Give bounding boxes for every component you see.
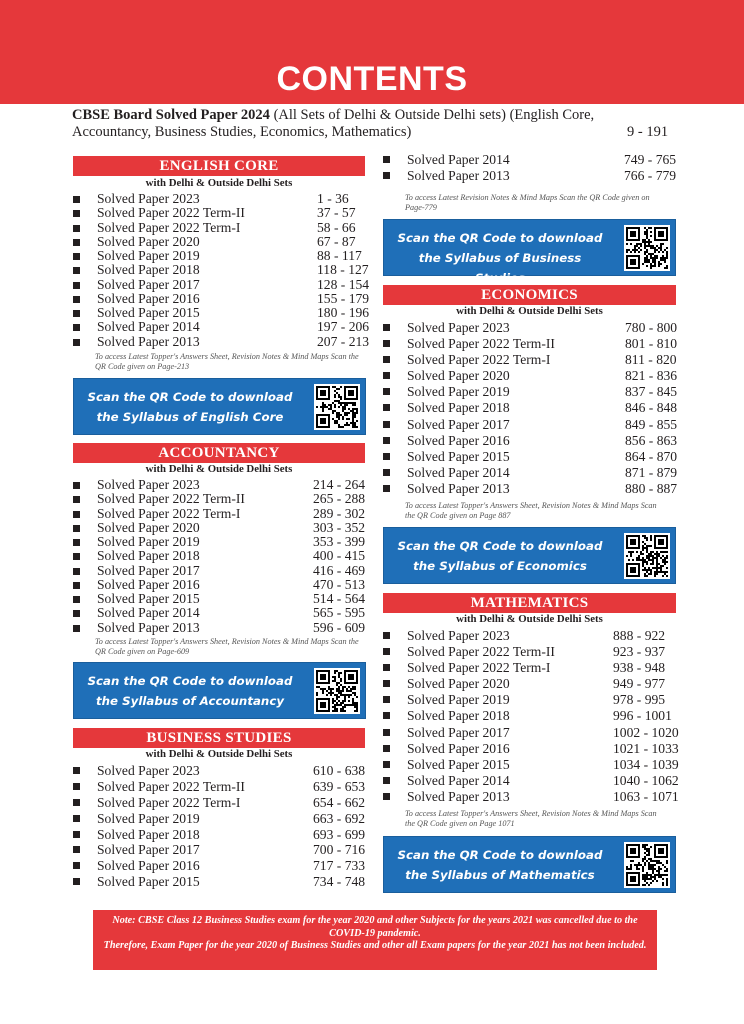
- contents-row: [73, 795, 368, 811]
- row-label: Solved Paper 2016: [97, 576, 200, 592]
- row-pages: 864 - 870: [625, 448, 678, 464]
- row-label: Solved Paper 2023: [407, 320, 510, 335]
- row-pages: 180 - 196: [317, 305, 370, 320]
- qr-code-icon: [624, 842, 670, 888]
- square-bullet-icon: [73, 610, 80, 617]
- row-label: Solved Paper 2013: [97, 333, 200, 349]
- square-bullet-icon: [383, 421, 390, 428]
- square-bullet-icon: [73, 282, 80, 289]
- row-pages: 1002 - 1020: [613, 724, 679, 740]
- english-list: [73, 192, 368, 349]
- row-label: Solved Paper 2013: [407, 480, 510, 496]
- business-list-continued: [383, 152, 678, 183]
- row-pages: 856 - 863: [625, 432, 678, 448]
- square-bullet-icon: [383, 485, 390, 492]
- row-label: Solved Paper 2015: [407, 448, 510, 464]
- contents-row: [383, 433, 678, 449]
- section-subtitle-economics: with Delhi & Outside Delhi Sets: [456, 305, 603, 317]
- square-bullet-icon: [73, 324, 80, 331]
- square-bullet-icon: [73, 296, 80, 303]
- contents-row: [73, 278, 368, 292]
- row-pages: 938 - 948: [613, 660, 666, 676]
- square-bullet-icon: [73, 511, 80, 518]
- square-bullet-icon: [73, 482, 80, 489]
- row-label: Solved Paper 2016: [97, 290, 200, 306]
- contents-row: [383, 481, 678, 497]
- row-pages: 353 - 399: [313, 534, 366, 549]
- contents-row: [73, 535, 368, 549]
- row-label: Solved Paper 2022 Term-II: [97, 205, 245, 221]
- row-pages: 37 - 57: [317, 205, 356, 221]
- square-bullet-icon: [383, 469, 390, 476]
- section-subtitle-accountancy: with Delhi & Outside Delhi Sets: [145, 463, 293, 475]
- contents-row: [73, 221, 368, 235]
- qr-code-icon: [624, 533, 670, 579]
- square-bullet-icon: [383, 437, 390, 444]
- row-label: Solved Paper 2020: [407, 368, 510, 384]
- contents-row: [383, 449, 678, 465]
- row-label: Solved Paper 2023: [97, 477, 200, 492]
- row-pages: 801 - 810: [625, 336, 678, 352]
- row-pages: 416 - 469: [313, 562, 366, 578]
- row-label: Solved Paper 2020: [97, 519, 200, 535]
- row-label: Solved Paper 2017: [97, 276, 200, 292]
- row-pages: 289 - 302: [313, 505, 366, 521]
- square-bullet-icon: [73, 210, 80, 217]
- square-bullet-icon: [73, 799, 80, 806]
- economics-note: To access Latest Topper's Answers Sheet, Revision Notes & Mind Maps Scan the QR Code given on Page 887: [405, 501, 657, 520]
- row-label: Solved Paper 2022 Term-I: [407, 352, 551, 368]
- square-bullet-icon: [73, 862, 80, 869]
- square-bullet-icon: [383, 761, 390, 768]
- row-label: Solved Paper 2014: [407, 464, 510, 480]
- row-label: Solved Paper 2022 Term-I: [97, 219, 241, 235]
- contents-row: [73, 606, 368, 620]
- square-bullet-icon: [73, 196, 80, 203]
- row-label: Solved Paper 2015: [97, 591, 200, 606]
- accountancy-note: To access Latest Topper's Answers Sheet, Revision Notes & Mind Maps Scan the QR Code given on Page-609: [95, 637, 359, 656]
- row-pages: 978 - 995: [613, 692, 666, 708]
- qr-box-mathematics[interactable]: [383, 836, 676, 893]
- contents-row: [383, 725, 678, 741]
- row-pages: 923 - 937: [613, 644, 666, 660]
- square-bullet-icon: [73, 253, 80, 260]
- contents-row: [383, 789, 678, 805]
- qr-box-economics[interactable]: [383, 527, 676, 584]
- section-header-business: BUSINESS STUDIES: [73, 728, 365, 748]
- square-bullet-icon: [383, 324, 390, 331]
- row-label: Solved Paper 2013: [407, 167, 510, 183]
- contents-row: [383, 465, 678, 481]
- row-label: Solved Paper 2018: [407, 708, 510, 724]
- contents-row: [73, 192, 368, 206]
- square-bullet-icon: [383, 712, 390, 719]
- contents-row: [73, 874, 368, 890]
- contents-row: [73, 763, 368, 779]
- row-pages: 880 - 887: [625, 480, 678, 496]
- row-label: Solved Paper 2014: [407, 772, 510, 788]
- square-bullet-icon: [383, 404, 390, 411]
- contents-row: [383, 676, 678, 692]
- row-label: Solved Paper 2017: [97, 842, 200, 858]
- square-bullet-icon: [73, 582, 80, 589]
- section-subtitle-business: with Delhi & Outside Delhi Sets: [145, 748, 293, 760]
- footnote-box: [93, 910, 657, 970]
- qr-text-economics: Scan the QR Code to download the Syllabus of Economics: [397, 539, 603, 573]
- row-pages: 400 - 415: [313, 548, 366, 564]
- row-pages: 821 - 836: [625, 368, 678, 384]
- row-pages: 128 - 154: [317, 276, 370, 292]
- row-pages: 949 - 977: [613, 676, 666, 692]
- row-label: Solved Paper 2020: [407, 676, 510, 692]
- qr-box-english[interactable]: [73, 378, 366, 435]
- row-pages: 470 - 513: [313, 576, 366, 592]
- mathematics-list: [383, 628, 678, 805]
- square-bullet-icon: [383, 632, 390, 639]
- square-bullet-icon: [383, 340, 390, 347]
- square-bullet-icon: [383, 664, 390, 671]
- row-pages: 693 - 699: [313, 826, 366, 842]
- row-pages: 207 - 213: [317, 333, 370, 349]
- row-label: Solved Paper 2016: [407, 740, 510, 756]
- contents-row: [383, 417, 678, 433]
- row-label: Solved Paper 2015: [407, 756, 510, 772]
- row-pages: 58 - 66: [317, 219, 356, 235]
- contents-row: [73, 621, 368, 635]
- contents-row: [383, 741, 678, 757]
- contents-row: [383, 773, 678, 789]
- section-subtitle-mathematics: with Delhi & Outside Delhi Sets: [456, 613, 603, 625]
- row-pages: 663 - 692: [313, 810, 366, 826]
- row-label: Solved Paper 2022 Term-I: [407, 660, 551, 676]
- square-bullet-icon: [73, 846, 80, 853]
- intro-pages: 9 - 191: [627, 124, 669, 140]
- contents-row: [73, 335, 368, 349]
- square-bullet-icon: [383, 745, 390, 752]
- business-note: To access Latest Revision Notes & Mind Maps Scan the QR Code given on Page-779: [405, 193, 650, 212]
- square-bullet-icon: [383, 372, 390, 379]
- contents-row: [383, 384, 678, 400]
- square-bullet-icon: [383, 696, 390, 703]
- row-label: Solved Paper 2019: [97, 248, 200, 263]
- english-note: To access Latest Topper's Answers Sheet, Revision Notes & Mind Maps Scan the QR Code given on Page-213: [95, 352, 359, 371]
- contents-row: [73, 478, 368, 492]
- qr-code-icon: [624, 225, 670, 271]
- row-pages: 67 - 87: [317, 233, 356, 249]
- square-bullet-icon: [73, 539, 80, 546]
- square-bullet-icon: [73, 783, 80, 790]
- qr-text-mathematics: Scan the QR Code to download the Syllabus of Mathematics: [397, 848, 603, 882]
- row-pages: 214 - 264: [313, 477, 366, 492]
- row-label: Solved Paper 2016: [97, 858, 200, 874]
- square-bullet-icon: [73, 339, 80, 346]
- square-bullet-icon: [73, 625, 80, 632]
- row-pages: 565 - 595: [313, 605, 366, 621]
- contents-row: [383, 757, 678, 773]
- row-label: Solved Paper 2013: [407, 788, 510, 804]
- square-bullet-icon: [383, 356, 390, 363]
- square-bullet-icon: [73, 596, 80, 603]
- contents-row: [73, 206, 368, 220]
- square-bullet-icon: [383, 777, 390, 784]
- row-pages: 1 - 36: [317, 191, 349, 206]
- intro-text: [72, 107, 672, 141]
- contents-row: [73, 827, 368, 843]
- intro-bold: CBSE Board Solved Paper 2024: [72, 107, 270, 123]
- square-bullet-icon: [383, 156, 390, 163]
- row-label: Solved Paper 2014: [407, 152, 510, 167]
- contents-row: [73, 235, 368, 249]
- row-label: Solved Paper 2022 Term-I: [97, 794, 241, 810]
- square-bullet-icon: [383, 648, 390, 655]
- economics-list: [383, 320, 678, 497]
- row-pages: 1021 - 1033: [613, 740, 679, 756]
- contents-row: [73, 842, 368, 858]
- row-label: Solved Paper 2022 Term-II: [97, 491, 245, 507]
- contents-row: [383, 628, 678, 644]
- contents-row: [383, 660, 678, 676]
- row-pages: 871 - 879: [625, 464, 678, 480]
- contents-row: [73, 858, 368, 874]
- row-label: Solved Paper 2022 Term-II: [407, 336, 555, 352]
- row-pages: 717 - 733: [313, 858, 366, 874]
- row-pages: 303 - 352: [313, 519, 366, 535]
- contents-row: [73, 549, 368, 563]
- section-header-english: ENGLISH CORE: [73, 156, 365, 176]
- square-bullet-icon: [383, 172, 390, 179]
- row-pages: 197 - 206: [317, 319, 370, 335]
- square-bullet-icon: [383, 729, 390, 736]
- row-label: Solved Paper 2016: [407, 432, 510, 448]
- row-label: Solved Paper 2023: [407, 628, 510, 643]
- row-label: Solved Paper 2019: [97, 534, 200, 549]
- qr-text-business: Scan the QR Code to download the Syllabus of Business Studies: [397, 231, 603, 285]
- accountancy-list: [73, 478, 368, 635]
- contents-row: [73, 507, 368, 521]
- qr-box-business[interactable]: [383, 219, 676, 285]
- contents-row: [73, 811, 368, 827]
- square-bullet-icon: [383, 793, 390, 800]
- contents-row: [383, 352, 678, 368]
- row-pages: 1063 - 1071: [613, 788, 679, 804]
- row-label: Solved Paper 2018: [97, 548, 200, 564]
- square-bullet-icon: [73, 815, 80, 822]
- row-pages: 88 - 117: [317, 248, 362, 263]
- row-pages: 265 - 288: [313, 491, 366, 507]
- row-label: Solved Paper 2017: [97, 562, 200, 578]
- contents-row: [73, 492, 368, 506]
- row-label: Solved Paper 2019: [407, 692, 510, 708]
- row-label: Solved Paper 2017: [407, 416, 510, 432]
- row-pages: 888 - 922: [613, 628, 666, 643]
- contents-row: [383, 368, 678, 384]
- qr-code-icon: [314, 384, 360, 430]
- contents-row: [73, 592, 368, 606]
- row-label: Solved Paper 2022 Term-II: [97, 778, 245, 794]
- section-subtitle-english: with Delhi & Outside Delhi Sets: [145, 177, 293, 189]
- row-label: Solved Paper 2022 Term-II: [407, 644, 555, 660]
- contents-row: [73, 263, 368, 277]
- contents-row: [383, 336, 678, 352]
- row-label: Solved Paper 2018: [97, 262, 200, 278]
- row-pages: 811 - 820: [625, 352, 677, 368]
- contents-row: [73, 521, 368, 535]
- row-pages: 766 - 779: [624, 167, 677, 183]
- square-bullet-icon: [73, 878, 80, 885]
- contents-row: [383, 168, 678, 184]
- row-pages: 654 - 662: [313, 794, 366, 810]
- square-bullet-icon: [383, 680, 390, 687]
- contents-row: [383, 644, 678, 660]
- header-banner: [0, 0, 744, 104]
- contents-row: [383, 400, 678, 416]
- contents-row: [73, 249, 368, 263]
- intro-rest: (All Sets of Delhi & Outside Delhi sets) (English Core, Accountancy, Business Studies, Economics, Mathematics): [72, 107, 595, 140]
- row-label: Solved Paper 2015: [97, 305, 200, 320]
- row-label: Solved Paper 2020: [97, 233, 200, 249]
- row-pages: 849 - 855: [625, 416, 678, 432]
- contents-row: [73, 779, 368, 795]
- qr-text-accountancy: Scan the QR Code to download the Syllabus of Accountancy: [87, 674, 293, 708]
- row-label: Solved Paper 2022 Term-I: [97, 505, 241, 521]
- row-pages: 734 - 748: [313, 874, 366, 890]
- square-bullet-icon: [73, 496, 80, 503]
- row-pages: 118 - 127: [317, 262, 369, 278]
- square-bullet-icon: [383, 388, 390, 395]
- contents-row: [383, 692, 678, 708]
- row-pages: 749 - 765: [624, 152, 677, 167]
- contents-row: [73, 320, 368, 334]
- row-pages: 610 - 638: [313, 763, 366, 778]
- square-bullet-icon: [73, 553, 80, 560]
- row-label: Solved Paper 2013: [97, 619, 200, 635]
- section-header-accountancy: ACCOUNTANCY: [73, 443, 365, 463]
- square-bullet-icon: [73, 310, 80, 317]
- square-bullet-icon: [73, 568, 80, 575]
- contents-row: [383, 708, 678, 724]
- square-bullet-icon: [73, 831, 80, 838]
- row-label: Solved Paper 2014: [97, 605, 200, 621]
- row-pages: 700 - 716: [313, 842, 366, 858]
- row-label: Solved Paper 2018: [97, 826, 200, 842]
- row-label: Solved Paper 2015: [97, 874, 200, 890]
- footnote-line-1: Note: CBSE Class 12 Business Studies exam for the year 2020 and other Subjects for the years 2021 was cancelled due to the COVID-19 pandemic.: [112, 915, 638, 939]
- contents-row: [73, 306, 368, 320]
- row-pages: 996 - 1001: [613, 708, 672, 724]
- square-bullet-icon: [383, 453, 390, 460]
- contents-row: [73, 564, 368, 578]
- qr-code-icon: [314, 668, 360, 714]
- section-header-economics: ECONOMICS: [383, 285, 676, 305]
- contents-row: [383, 152, 678, 168]
- row-label: Solved Paper 2019: [407, 384, 510, 400]
- row-label: Solved Paper 2023: [97, 763, 200, 778]
- section-header-mathematics: MATHEMATICS: [383, 593, 676, 613]
- row-label: Solved Paper 2014: [97, 319, 200, 335]
- row-pages: 155 - 179: [317, 290, 370, 306]
- row-label: Solved Paper 2019: [97, 810, 200, 826]
- business-list: [73, 763, 368, 890]
- square-bullet-icon: [73, 225, 80, 232]
- row-label: Solved Paper 2023: [97, 191, 200, 206]
- square-bullet-icon: [73, 767, 80, 774]
- row-label: Solved Paper 2018: [407, 400, 510, 416]
- contents-row: [383, 320, 678, 336]
- row-pages: 639 - 653: [313, 778, 366, 794]
- row-pages: 596 - 609: [313, 619, 366, 635]
- qr-text-english: Scan the QR Code to download the Syllabus of English Core: [87, 390, 293, 424]
- square-bullet-icon: [73, 239, 80, 246]
- row-pages: 837 - 845: [625, 384, 678, 400]
- page-title: CONTENTS: [276, 60, 468, 98]
- qr-box-accountancy[interactable]: [73, 662, 366, 719]
- row-label: Solved Paper 2017: [407, 724, 510, 740]
- square-bullet-icon: [73, 525, 80, 532]
- row-pages: 514 - 564: [313, 591, 366, 606]
- footnote-line-2: Therefore, Exam Paper for the year 2020 of Business Studies and other all Exam papers for the year 2021 has not been included.: [103, 940, 647, 951]
- row-pages: 780 - 800: [625, 320, 678, 335]
- contents-row: [73, 578, 368, 592]
- mathematics-note: To access Latest Topper's Answers Sheet, Revision Notes & Mind Maps Scan the QR Code given on Page 1071: [405, 809, 657, 828]
- contents-row: [73, 292, 368, 306]
- row-pages: 846 - 848: [625, 400, 678, 416]
- row-pages: 1034 - 1039: [613, 756, 679, 772]
- row-pages: 1040 - 1062: [613, 772, 679, 788]
- square-bullet-icon: [73, 267, 80, 274]
